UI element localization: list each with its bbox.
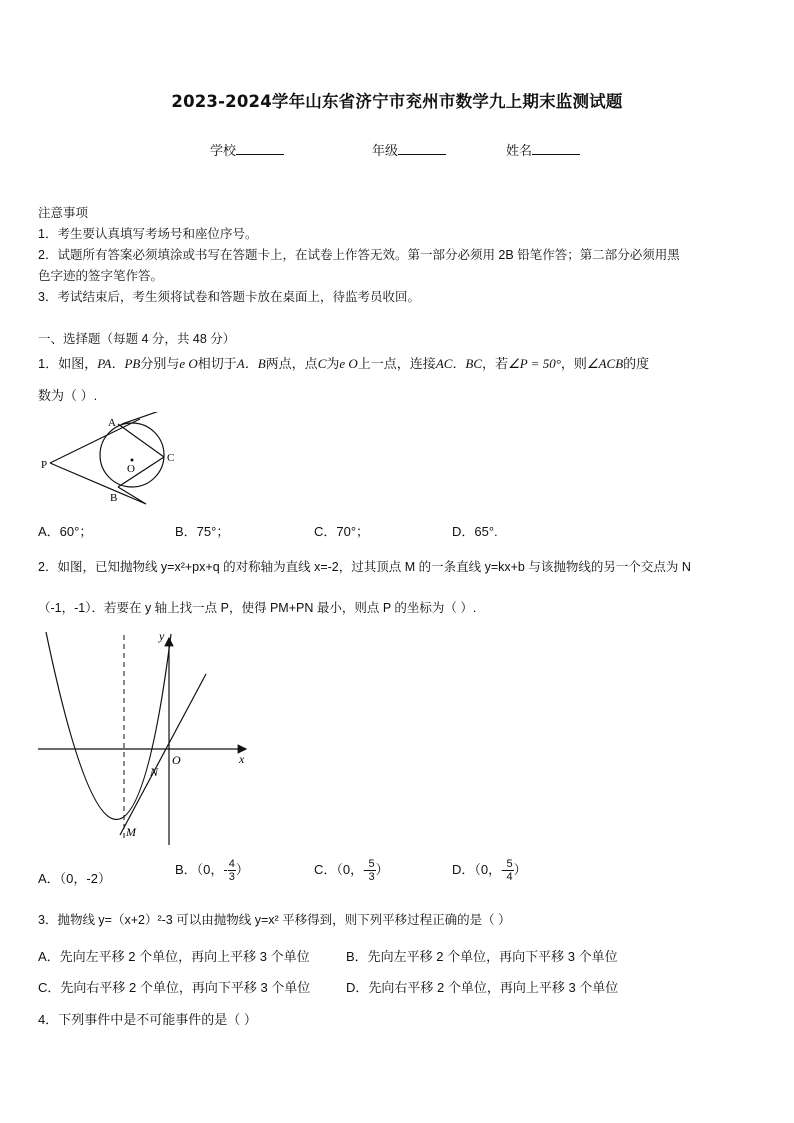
q1-option-a: A．60°； <box>38 524 93 539</box>
school-label: 学校 <box>210 143 237 158</box>
notice-heading: 注意事项 <box>38 206 89 220</box>
parabola <box>46 632 171 820</box>
q1-text: 1．如图， <box>38 356 98 371</box>
q1-pa-pb: PA．PB <box>97 356 141 371</box>
q4-stem: 4．下列事件中是不可能事件的是（ ） <box>38 1012 257 1027</box>
notice-item-2a: 2．试题所有答案必须填涂或书写在答题卡上，在试卷上作答无效。第一部分必须用 2B 铅笔作答；第二部分必须用黑 <box>38 248 680 262</box>
q1-text: ，若 <box>482 356 509 371</box>
denominator: 3 <box>368 871 375 883</box>
q1-circle-o: e O <box>179 356 198 371</box>
school-blank <box>236 142 284 155</box>
fraction <box>367 858 375 883</box>
q2-option-b-close: ） <box>235 861 249 877</box>
tangent-ext-a <box>122 412 165 424</box>
label-origin: O <box>172 753 181 767</box>
q1-text: 分别与 <box>140 356 180 371</box>
notice-item-3: 3．考试结束后，考生须将试卷和答题卡放在桌面上，待监考员收回。 <box>38 290 420 304</box>
q1-text: ，则 <box>560 356 587 371</box>
q1-ac-bc: AC．BC <box>435 356 483 371</box>
denominator: 3 <box>228 871 235 883</box>
label-n: N <box>150 765 159 779</box>
page-title: 2023-2024学年山东省济宁市兖州市数学九上期末监测试题 <box>171 92 623 111</box>
q2-option-c <box>314 858 389 883</box>
q2-option-c-close: ） <box>375 861 389 877</box>
q3-option-a: A．先向左平移 2 个单位，再向上平移 3 个单位 <box>38 949 310 964</box>
q3-option-d: D．先向右平移 2 个单位，再向上平移 3 个单位 <box>346 980 619 995</box>
grade-blank <box>398 142 446 155</box>
q2-option-c-prefix: C．（0，- <box>314 861 368 877</box>
q1-stem-line2: 数为（ ）. <box>38 388 98 403</box>
grade-field <box>372 140 446 159</box>
q1-angle-acb: ∠ACB <box>586 356 624 371</box>
fraction <box>228 858 236 883</box>
q1-option-b: B．75°； <box>175 524 230 539</box>
section-heading: 一、选择题（每题 4 分，共 48 分） <box>38 332 236 346</box>
q2-figure <box>36 630 256 850</box>
q2-option-b-prefix: B．（0，- <box>175 861 228 877</box>
line-mn <box>120 674 206 835</box>
q3-stem: 3．抛物线 y=（x+2）²-3 可以由抛物线 y=x² 平移得到，则下列平移过程正确的是（ ） <box>38 913 511 927</box>
q1-option-c: C．70°； <box>314 524 370 539</box>
q3-option-c: C．先向右平移 2 个单位，再向下平移 3 个单位 <box>38 980 311 995</box>
label-b: B <box>110 492 118 504</box>
q1-angle-p: ∠P = 50° <box>508 356 561 371</box>
q1-text: 为 <box>326 356 340 371</box>
q1-c: C <box>317 356 327 371</box>
q2-stem-line2: （-1，-1）．若要在 y 轴上找一点 P，使得 PM+PN 最小，则点 P 的坐标为（ ）. <box>38 601 477 615</box>
numerator: 5 <box>506 858 513 870</box>
q1-text: 上一点，连接 <box>357 356 436 371</box>
segment-bc <box>118 457 164 487</box>
segment-ac <box>118 424 164 457</box>
tangent-pa <box>50 419 140 463</box>
numerator: 4 <box>228 858 235 870</box>
q1-circle-o: e O <box>339 356 358 371</box>
q2-stem-line1: 2．如图，已知抛物线 y=x²+px+q 的对称轴为直线 x=-2，过其顶点 M 的一条直线 y=kx+b 与该抛物线的另一个交点为 N <box>38 560 691 574</box>
q1-ab: A．B <box>236 356 266 371</box>
q1-stem <box>38 353 649 372</box>
numerator: 5 <box>368 858 375 870</box>
q1-option-d: D．65°. <box>452 524 498 539</box>
q1-text: 相切于 <box>197 356 237 371</box>
notice-item-1: 1．考生要认真填写考场号和座位序号。 <box>38 227 258 241</box>
notice-item-2b: 色字迹的签字笔作答。 <box>38 269 164 283</box>
fraction <box>505 858 513 883</box>
school-field <box>210 140 284 159</box>
label-m: M <box>126 825 136 839</box>
name-blank <box>532 142 580 155</box>
q2-option-d-close: ） <box>513 861 527 877</box>
label-p: P <box>41 459 48 471</box>
center-dot <box>131 459 134 462</box>
label-o: O <box>127 463 135 475</box>
q1-text: 两点，点 <box>265 356 318 371</box>
denominator: 4 <box>506 871 513 883</box>
q2-option-d <box>452 858 527 883</box>
label-y: y <box>159 630 165 643</box>
tangent-ext-b <box>118 487 146 504</box>
label-x: x <box>239 752 245 766</box>
label-c: C <box>167 452 175 464</box>
name-label: 姓名 <box>506 143 533 158</box>
q1-figure <box>38 412 188 512</box>
label-a: A <box>108 417 116 429</box>
q3-option-b: B．先向左平移 2 个单位，再向下平移 3 个单位 <box>346 949 618 964</box>
q2-option-b <box>175 858 249 883</box>
grade-label: 年级 <box>372 143 399 158</box>
q2-option-d-prefix: D．（0，- <box>452 861 506 877</box>
q2-option-a: A．（0，-2） <box>38 871 111 886</box>
name-field <box>506 140 580 159</box>
q1-text: 的度 <box>623 356 650 371</box>
